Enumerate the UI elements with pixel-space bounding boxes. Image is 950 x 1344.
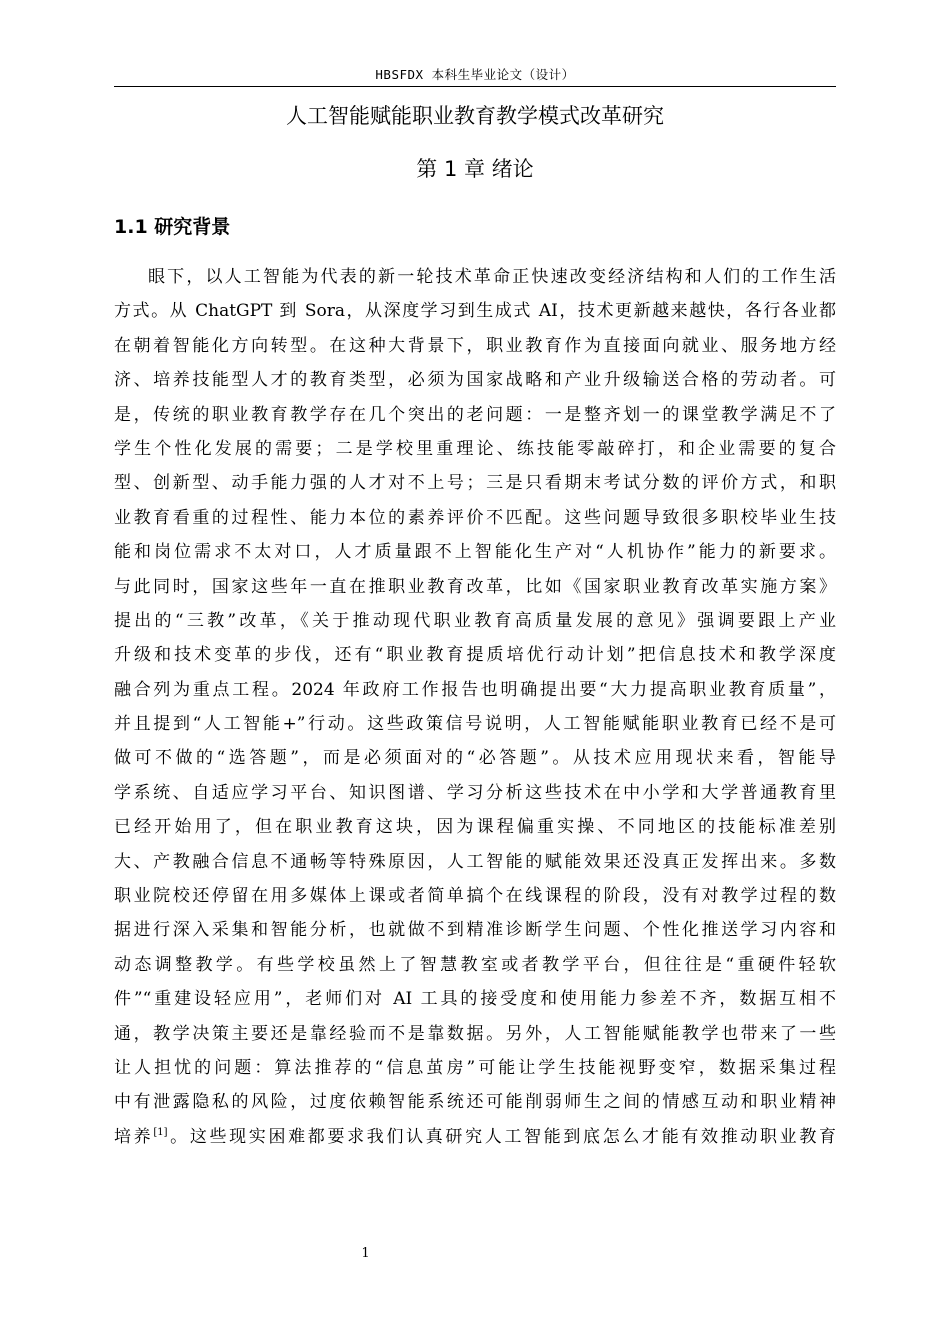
body-line: 在朝着智能化方向转型。在这种大背景下，职业教育作为直接面向就业、服务地方经 xyxy=(114,335,836,356)
body-text-segment: 培养 xyxy=(114,1126,154,1147)
body-line: 型、创新型、动手能力强的人才对不上号；三是只看期末考试分数的评价方式，和职 xyxy=(114,473,836,494)
body-line: 融合列为重点工程。2024 年政府工作报告也明确提出要“大力提高职业教育质量”， xyxy=(114,679,836,700)
body-line: 让人担忧的问题：算法推荐的“信息茧房”可能让学生技能视野变窄，数据采集过程 xyxy=(114,1057,836,1078)
body-line: 眼下，以人工智能为代表的新一轮技术革命正快速改变经济结构和人们的工作生活 xyxy=(148,267,836,287)
body-line: 通，教学决策主要还是靠经验而不是靠数据。另外，人工智能赋能教学也带来了一些 xyxy=(114,1023,836,1044)
body-line: 与此同时，国家这些年一直在推职业教育改革，比如《国家职业教育改革实施方案》 xyxy=(114,576,836,597)
body-line-final xyxy=(114,1120,836,1154)
body-line: 做可不做的“选答题”，而是必须面对的“必答题”。从技术应用现状来看，智能导 xyxy=(114,748,836,769)
body-line: 已经开始用了，但在职业教育这块，因为课程偏重实操、不同地区的技能标准差别 xyxy=(114,817,836,838)
body-paragraph xyxy=(114,260,836,1154)
body-text-segment: 。这些现实困难都要求我们认真研究人工智能到底怎么才能有效推动职业教育 xyxy=(167,1126,837,1147)
body-line: 并且提到“人工智能+”行动。这些政策信号说明，人工智能赋能职业教育已经不是可 xyxy=(114,714,836,735)
body-line: 件”“重建设轻应用”，老师们对 AI 工具的接受度和使用能力参差不齐，数据互相不 xyxy=(114,989,836,1010)
body-line: 是，传统的职业教育教学存在几个突出的老问题：一是整齐划一的课堂教学满足不了 xyxy=(114,404,836,425)
body-line: 方式。从 ChatGPT 到 Sora，从深度学习到生成式 AI，技术更新越来越快，各行各业都 xyxy=(114,301,836,322)
running-header: HBSFDX 本科生毕业论文（设计） xyxy=(375,67,575,82)
body-line: 大、产教融合信息不通畅等特殊原因，人工智能的赋能效果还没真正发挥出来。多数 xyxy=(114,851,836,872)
body-line: 济、培养技能型人才的教育类型，必须为国家战略和产业升级输送合格的劳动者。可 xyxy=(114,370,836,391)
section-heading: 1.1 研究背景 xyxy=(114,216,231,238)
body-line: 能和岗位需求不太对口，人才质量跟不上智能化生产对“人机协作”能力的新要求。 xyxy=(114,542,836,563)
header-rule xyxy=(114,86,836,87)
body-line: 中有泄露隐私的风险，过度依赖智能系统还可能削弱师生之间的情感互动和职业精神 xyxy=(114,1092,836,1113)
body-line: 据进行深入采集和智能分析，也就做不到精准诊断学生问题、个性化推送学习内容和 xyxy=(114,920,836,941)
body-line: 学系统、自适应学习平台、知识图谱、学习分析这些技术在中小学和大学普通教育里 xyxy=(114,782,836,803)
body-line: 动态调整教学。有些学校虽然上了智慧教室或者教学平台，但往往是“重硬件轻软 xyxy=(114,954,836,975)
body-line: 学生个性化发展的需要；二是学校里重理论、练技能零敲碎打，和企业需要的复合 xyxy=(114,438,836,459)
body-line: 升级和技术变革的步伐，还有“职业教育提质培优行动计划”把信息技术和教学深度 xyxy=(114,645,836,666)
body-line: 业教育看重的过程性、能力本位的素养评价不匹配。这些问题导致很多职校毕业生技 xyxy=(114,507,836,528)
citation-reference[interactable]: [1] xyxy=(153,1126,168,1138)
body-line: 提出的“三教”改革，《关于推动现代职业教育高质量发展的意见》强调要跟上产业 xyxy=(114,610,836,631)
document-title: 人工智能赋能职业教育教学模式改革研究 xyxy=(286,104,664,128)
chapter-title: 第 1 章 绪论 xyxy=(416,157,534,181)
body-line: 职业院校还停留在用多媒体上课或者简单搞个在线课程的阶段，没有对教学过程的数 xyxy=(114,886,836,907)
page-number: 1 xyxy=(361,1246,370,1261)
